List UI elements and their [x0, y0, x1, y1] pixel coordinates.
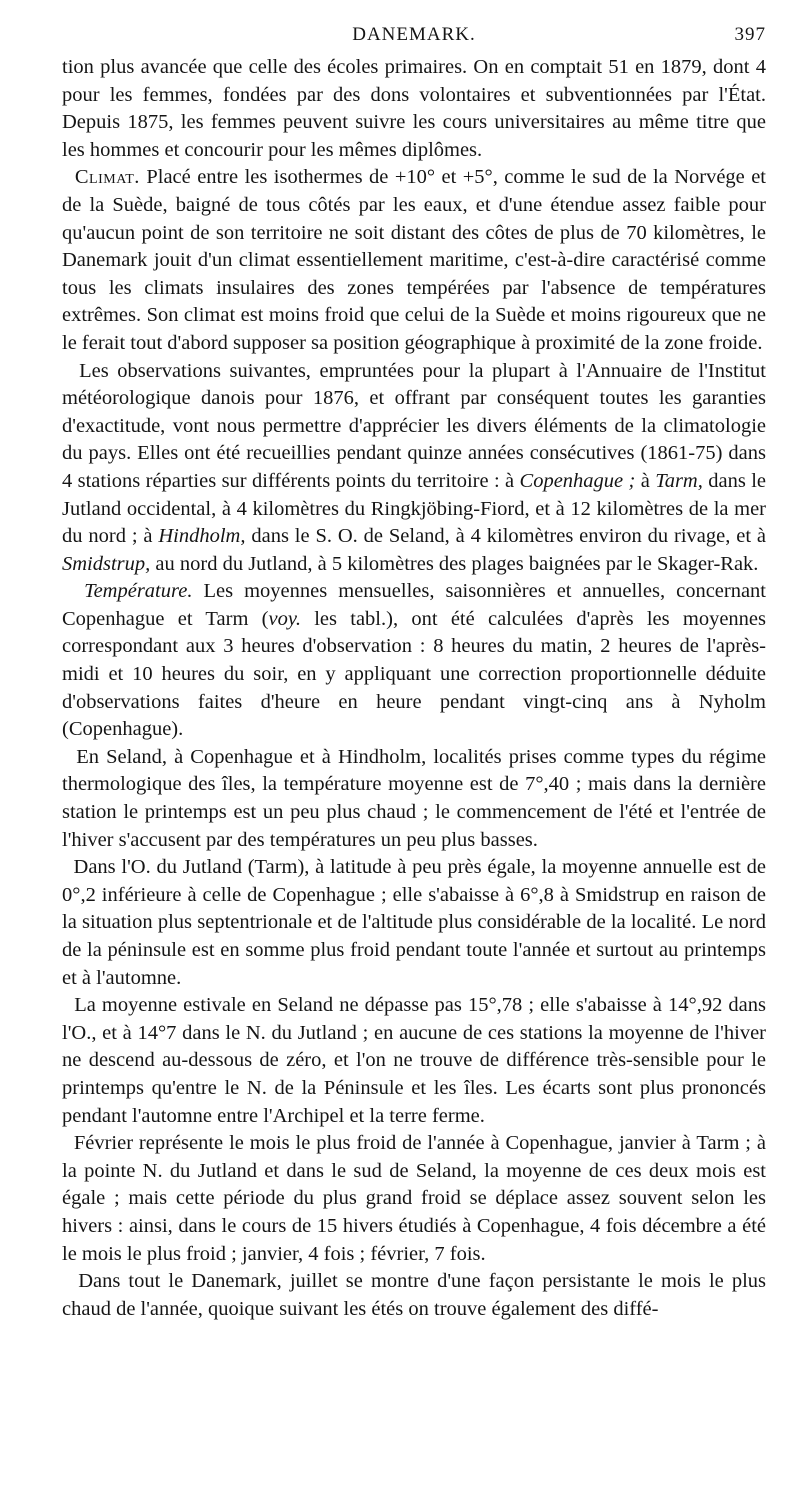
section-lead-climat: Climat. [74, 166, 140, 189]
body-text [62, 54, 766, 1323]
document-page [62, 18, 766, 1323]
section-lead-temperature: Température. [84, 580, 193, 603]
station-tarm: Tarm, [655, 469, 703, 492]
paragraph-1: tion plus avancée que celle des écoles primaires. On en comptait 51 en 1879, dont 4 pour les femmes, fondées par des dons volontaires et subventionnées par l'État. Depuis 1875, les femmes peuvent suivre les cours universitaires au même titre que les hommes et concourir pour les mêmes diplômes. [62, 56, 766, 161]
paragraph-juillet: Dans tout le Danemark, juillet se montre d'une façon persistante le mois le plus chaud de l'année, quoique suivant les étés on trouve également des diffé- [62, 1270, 767, 1320]
paragraph-observations: Les observations suivantes, empruntées pour la plupart à l'Annuaire de l'Institut météorologique danois pour 1876, et offrant par conséquent toutes les garanties d'exactitude, vont nous permettre d'apprécier les divers éléments de la climatologie du pays. Elles ont été recueillies pendant quinze années consécutives (1861-75) dans 4 stations réparties sur différents points du territoire : à Copenhague ; à Tarm, dans le Jutland occidental, à 4 kilomètres du Ringkjöbing-Fiord, et à 12 kilomètres de la mer du nord ; à Hindholm, dans le S. O. de Seland, à 4 kilomètres environ du rivage, et à Smidstrup, au nord du Jutland, à 5 kilomètres des plages baignées par le Skager-Rak. [62, 359, 766, 575]
station-copenhague: Copenhague ; [519, 469, 636, 492]
station-hindholm: Hindholm, [158, 525, 246, 548]
page-number: 397 [734, 24, 766, 45]
running-title: DANEMARK. [352, 24, 476, 45]
paragraph-fevrier: Février représente le mois le plus froid de l'année à Copenhague, janvier à Tarm ; à la pointe N. du Jutland et dans le sud de Seland, la moyenne de ces deux mois est égale ; mais cette période du plus grand froid se déplace assez souvent selon les hivers : ainsi, dans le cours de 15 hivers étudiés à Copenhague, 4 fois décembre a été le mois le plus froid ; janvier, 4 fois ; février, 7 fois. [62, 1132, 767, 1265]
paragraph-estivale: La moyenne estivale en Seland ne dépasse pas 15°,78 ; elle s'abaisse à 14°,92 dans l'O., et à 14°7 dans le N. du Jutland ; en aucune de ces stations la moyenne de l'hiver ne descend au-dessous de zéro, et l'on ne trouve de différence très-sensible pour le printemps qu'entre le N. de la Péninsule et les îles. Les écarts sont plus prononcés pendant l'automne entre l'Archipel et la terre ferme. [62, 994, 767, 1127]
paragraph-climat: Climat. Placé entre les isothermes de +10° et +5°, comme le sud de la Norvége et de la Suède, baigné de tous côtés par les eaux, et d'une étendue assez faible pour qu'aucun point de son territoire ne soit distant des côtes de plus de 70 kilomètres, le Danemark jouit d'un climat essentiellement maritime, c'est-à-dire caractérisé comme tous les climats insulaires des zones tempérées par l'absence de températures extrêmes. Son climat est moins froid que celui de la Suède et moins rigoureux que ne le ferait tout d'abord supposer sa position géographique à proximité de la zone froide. [62, 166, 766, 354]
station-smidstrup: Smidstrup, [62, 552, 151, 575]
running-header [62, 18, 766, 54]
paragraph-temperature: Température. Les moyennes mensuelles, saisonnières et annuelles, concernant Copenhague et Tarm (voy. les tabl.), ont été calculées d'après les moyennes correspondant aux 3 heures d'observation : 8 heures du matin, 2 heures de l'après-midi et 10 heures du soir, en y appliquant une correction proportionnelle déduite d'observations faites d'heure en heure pendant vingt-cinq ans à Nyholm (Copenhague). [62, 580, 767, 741]
paragraph-seland: En Seland, à Copenhague et à Hindholm, localités prises comme types du régime thermologique des îles, la température moyenne est de 7°,40 ; mais dans la dernière station le printemps est un peu plus chaud ; le commencement de l'été et l'entrée de l'hiver s'accusent par des températures un peu plus basses. [62, 745, 766, 851]
paragraph-jutland: Dans l'O. du Jutland (Tarm), à latitude à peu près égale, la moyenne annuelle est de 0°,2 inférieure à celle de Copenhague ; elle s'abaisse à 6°,8 à Smidstrup en raison de la situation plus septentrionale et de l'altitude plus considérable de la localité. Le nord de la péninsule est en somme plus froid pendant toute l'année et surtout au printemps et à l'automne. [62, 856, 767, 989]
